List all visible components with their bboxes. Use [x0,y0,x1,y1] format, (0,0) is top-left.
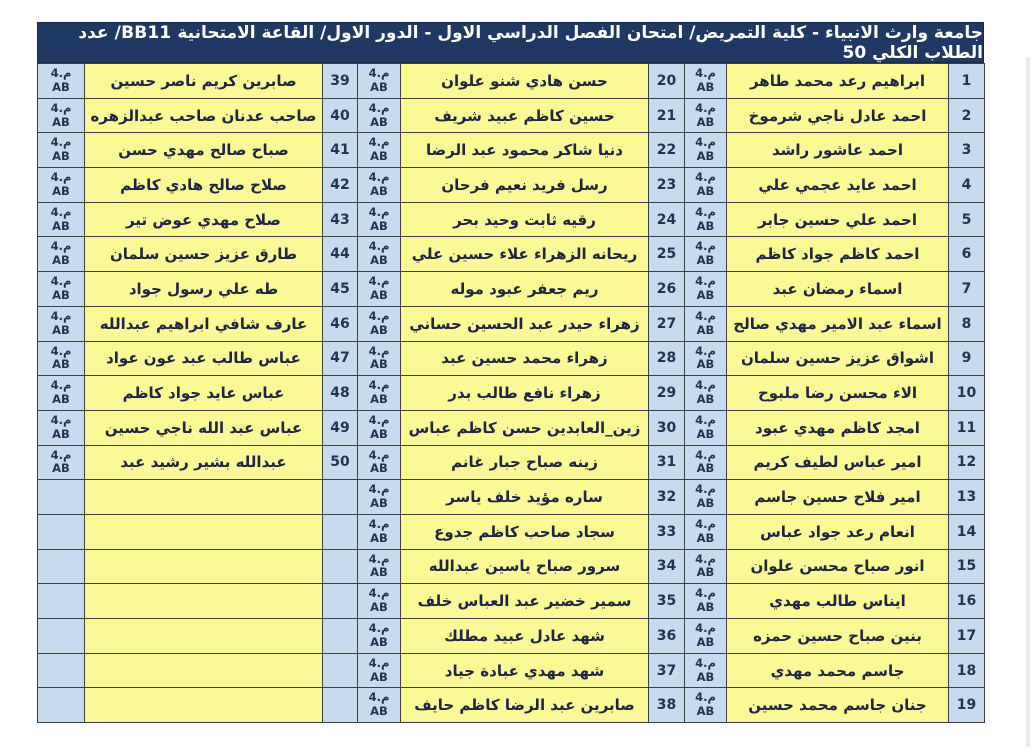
student-name-cell: طه علي رسول جواد [85,272,323,307]
roster-row [38,306,985,341]
seat-number-cell: 34 [649,549,685,584]
seat-number-cell: 23 [649,168,685,203]
stage-label: م.4 [368,239,390,254]
stage-label: م.4 [695,66,716,81]
ab-label: AB [52,79,70,94]
stage-marker-cell [358,272,401,307]
stage-marker-cell [38,619,85,654]
stage-label: م.4 [50,378,72,393]
stage-marker-cell [358,480,401,515]
roster-row [38,653,985,688]
roster-row [38,410,985,445]
seat-number-cell: 26 [649,272,685,307]
student-name-cell: احمد كاظم جواد كاظم [727,237,949,272]
student-name-cell: الاء محسن رضا ملبوح [727,376,949,411]
ab-label: AB [52,183,70,198]
stage-label: م.4 [50,308,72,323]
seat-number-cell: 24 [649,202,685,237]
stage-marker-cell [685,445,727,480]
ab-label: AB [370,565,388,580]
ab-label: AB [696,600,715,615]
ab-label: AB [52,149,70,164]
roster-row [38,480,985,515]
ab-label: AB [696,287,715,302]
ab-label: AB [696,704,715,719]
student-name-cell: دنيا شاكر محمود عبد الرضا [401,133,649,168]
stage-marker-cell [685,619,727,654]
stage-marker-cell [685,202,727,237]
ab-label: AB [696,461,715,476]
seat-number-cell: 6 [949,237,985,272]
stage-label: م.4 [695,621,716,636]
ab-label: AB [52,426,70,441]
stage-label: م.4 [368,378,390,393]
seat-number-cell: 50 [323,445,358,480]
ab-label: AB [52,287,70,302]
stage-label: م.4 [368,551,390,566]
seat-number-cell: 4 [949,168,985,203]
student-name-cell: امجد كاظم مهدي عبود [727,410,949,445]
ab-label: AB [370,392,388,407]
stage-marker-cell [358,584,401,619]
seat-number-cell: 15 [949,549,985,584]
student-name-cell: زينه صباح جبار غانم [401,445,649,480]
seat-number-cell: 28 [649,341,685,376]
seat-number-cell: 16 [949,584,985,619]
ab-label: AB [696,183,715,198]
stage-label: م.4 [695,516,716,531]
ab-label: AB [696,253,715,268]
seat-number-cell: 42 [323,168,358,203]
ab-label: AB [696,496,715,511]
stage-label: م.4 [695,308,716,323]
stage-label: م.4 [695,447,716,462]
student-name-cell: رسل فريد نعيم فرحان [401,168,649,203]
stage-marker-cell [38,64,85,99]
ab-label: AB [370,357,388,372]
ab-label: AB [52,218,70,233]
stage-marker-cell [38,376,85,411]
stage-label: م.4 [368,135,390,150]
seat-number-cell: 18 [949,653,985,688]
sheet-title-bar [37,22,984,63]
seat-number-cell [323,584,358,619]
stage-marker-cell [38,688,85,723]
seat-number-cell: 36 [649,619,685,654]
student-name-cell [85,653,323,688]
student-name-cell: رقيه ثابت وحيد بحر [401,202,649,237]
roster-row [38,619,985,654]
roster-row [38,341,985,376]
ab-label: AB [370,287,388,302]
student-name-cell: ابراهيم رعد محمد طاهر [727,64,949,99]
student-name-cell: طارق عزيز حسين سلمان [85,237,323,272]
stage-label: م.4 [50,274,72,289]
stage-marker-cell [358,237,401,272]
seat-number-cell: 8 [949,306,985,341]
seat-number-cell: 7 [949,272,985,307]
seat-number-cell: 12 [949,445,985,480]
stage-marker-cell [685,688,727,723]
seat-number-cell [323,619,358,654]
student-name-cell: احمد علي حسين جابر [727,202,949,237]
stage-marker-cell [685,237,727,272]
ab-label: AB [370,634,388,649]
seat-number-cell: 38 [649,688,685,723]
student-name-cell: جاسم محمد مهدي [727,653,949,688]
student-name-cell: سجاد صاحب كاظم جدوع [401,514,649,549]
ab-label: AB [696,392,715,407]
stage-label: م.4 [695,412,716,427]
page-edge-line [1026,57,1030,747]
ab-label: AB [52,114,70,129]
ab-label: AB [370,704,388,719]
ab-label: AB [370,496,388,511]
student-name-cell: شهد مهدي عبادة جياد [401,653,649,688]
stage-marker-cell [358,445,401,480]
roster-row [38,237,985,272]
student-name-cell [85,480,323,515]
stage-label: م.4 [50,239,72,254]
ab-label: AB [370,253,388,268]
student-name-cell: سمير خضير عبد العباس خلف [401,584,649,619]
seat-number-cell: 11 [949,410,985,445]
student-name-cell: انور صباح محسن علوان [727,549,949,584]
ab-label: AB [52,253,70,268]
student-name-cell: حسين كاظم عبيد شريف [401,98,649,133]
stage-label: م.4 [50,170,72,185]
ab-label: AB [370,322,388,337]
seat-number-cell: 44 [323,237,358,272]
stage-marker-cell [358,202,401,237]
stage-label: م.4 [50,204,72,219]
stage-marker-cell [685,133,727,168]
student-name-cell: بنين صباح حسين حمزه [727,619,949,654]
student-name-cell: امير عباس لطيف كريم [727,445,949,480]
ab-label: AB [370,183,388,198]
stage-marker-cell [38,341,85,376]
student-name-cell: احمد عايد عجمي علي [727,168,949,203]
student-name-cell: عبدالله بشير رشيد عبد [85,445,323,480]
stage-label: م.4 [695,378,716,393]
seat-number-cell: 1 [949,64,985,99]
student-name-cell: شهد عادل عبيد مطلك [401,619,649,654]
ab-label: AB [52,357,70,372]
stage-marker-cell [358,410,401,445]
seat-number-cell: 47 [323,341,358,376]
stage-marker-cell [685,64,727,99]
stage-label: م.4 [368,412,390,427]
seat-number-cell [323,514,358,549]
seat-number-cell: 3 [949,133,985,168]
student-name-cell: صلاح صالح هادي كاظم [85,168,323,203]
seat-number-cell [323,688,358,723]
student-name-cell: عباس طالب عبد عون عواد [85,341,323,376]
ab-label: AB [370,114,388,129]
stage-label: م.4 [695,482,716,497]
stage-marker-cell [38,272,85,307]
student-name-cell [85,688,323,723]
stage-marker-cell [38,237,85,272]
student-name-cell: صلاح مهدي عوض تير [85,202,323,237]
student-name-cell: اشواق عزيز حسين سلمان [727,341,949,376]
stage-label: م.4 [368,690,390,705]
stage-label: م.4 [368,482,390,497]
stage-label: م.4 [695,343,716,358]
stage-marker-cell [685,98,727,133]
sheet-title: جامعة وارث الانبياء - كلية التمريض/ امتحان الفصل الدراسي الاول - الدور الاول/ القاعة الامتحانية BB11/ عدد الطلاب الكلي 50 [78,22,983,63]
seat-number-cell: 35 [649,584,685,619]
stage-marker-cell [358,376,401,411]
seat-number-cell: 41 [323,133,358,168]
roster-row [38,688,985,723]
roster-row [38,168,985,203]
stage-marker-cell [685,480,727,515]
stage-label: م.4 [368,274,390,289]
stage-marker-cell [685,549,727,584]
ab-label: AB [52,461,70,476]
stage-marker-cell [358,98,401,133]
seat-number-cell: 31 [649,445,685,480]
student-name-cell: زهراء نافع طالب بدر [401,376,649,411]
stage-marker-cell [358,619,401,654]
stage-label: م.4 [695,239,716,254]
ab-label: AB [370,461,388,476]
ab-label: AB [370,530,388,545]
ab-label: AB [696,322,715,337]
seat-number-cell: 2 [949,98,985,133]
student-name-cell [85,514,323,549]
stage-marker-cell [38,133,85,168]
stage-marker-cell [38,653,85,688]
stage-marker-cell [38,514,85,549]
seat-number-cell: 30 [649,410,685,445]
student-name-cell: صباح صالح مهدي حسن [85,133,323,168]
student-name-cell: اسماء رمضان عبد [727,272,949,307]
seat-number-cell: 17 [949,619,985,654]
ab-label: AB [696,149,715,164]
seat-number-cell [323,653,358,688]
student-name-cell: صابرين كريم ناصر حسين [85,64,323,99]
seat-number-cell: 10 [949,376,985,411]
stage-label: م.4 [50,135,72,150]
stage-label: م.4 [695,135,716,150]
student-name-cell: احمد عاشور راشد [727,133,949,168]
student-name-cell: زهراء حيدر عبد الحسين حساني [401,306,649,341]
roster-row [38,584,985,619]
stage-marker-cell [685,168,727,203]
seat-number-cell: 45 [323,272,358,307]
stage-marker-cell [358,514,401,549]
student-name-cell: جنان جاسم محمد حسين [727,688,949,723]
stage-label: م.4 [695,551,716,566]
roster-row [38,445,985,480]
roster-row [38,514,985,549]
stage-label: م.4 [50,66,72,81]
ab-label: AB [370,426,388,441]
ab-label: AB [696,114,715,129]
seat-number-cell: 37 [649,653,685,688]
student-name-cell: ريم جعفر عبود موله [401,272,649,307]
stage-label: م.4 [368,343,390,358]
stage-marker-cell [685,514,727,549]
ab-label: AB [370,669,388,684]
stage-label: م.4 [368,100,390,115]
stage-marker-cell [358,549,401,584]
stage-label: م.4 [50,412,72,427]
student-name-cell: امير فلاح حسين جاسم [727,480,949,515]
seat-number-cell: 5 [949,202,985,237]
stage-label: م.4 [368,308,390,323]
stage-marker-cell [358,64,401,99]
ab-label: AB [696,79,715,94]
seat-number-cell: 40 [323,98,358,133]
stage-label: م.4 [50,343,72,358]
stage-label: م.4 [695,690,716,705]
seat-number-cell: 25 [649,237,685,272]
stage-marker-cell [358,688,401,723]
ab-label: AB [370,600,388,615]
student-name-cell: زهراء محمد حسين عبد [401,341,649,376]
ab-label: AB [370,149,388,164]
stage-label: م.4 [368,170,390,185]
student-name-cell [85,549,323,584]
stage-marker-cell [685,376,727,411]
stage-label: م.4 [695,655,716,670]
student-name-cell: عباس عبد الله ناجي حسين [85,410,323,445]
seat-number-cell: 9 [949,341,985,376]
student-name-cell: سرور صباح ياسين عبدالله [401,549,649,584]
stage-label: م.4 [368,516,390,531]
stage-label: م.4 [695,100,716,115]
stage-marker-cell [358,168,401,203]
seat-number-cell: 21 [649,98,685,133]
stage-marker-cell [38,445,85,480]
roster-row [38,272,985,307]
student-name-cell: انعام رعد جواد عباس [727,514,949,549]
stage-marker-cell [685,341,727,376]
seat-number-cell: 49 [323,410,358,445]
student-name-cell [85,584,323,619]
seat-number-cell: 48 [323,376,358,411]
roster-row [38,549,985,584]
seat-number-cell: 20 [649,64,685,99]
stage-marker-cell [685,272,727,307]
ab-label: AB [370,218,388,233]
stage-label: م.4 [695,274,716,289]
stage-marker-cell [358,653,401,688]
roster-row [38,98,985,133]
roster-table [37,63,985,723]
seat-number-cell [323,480,358,515]
stage-marker-cell [38,410,85,445]
seat-number-cell: 43 [323,202,358,237]
stage-marker-cell [358,133,401,168]
stage-label: م.4 [368,655,390,670]
stage-label: م.4 [368,66,390,81]
stage-label: م.4 [50,447,72,462]
ab-label: AB [696,357,715,372]
student-name-cell [85,619,323,654]
student-name-cell: احمد عادل ناجي شرموخ [727,98,949,133]
seat-number-cell: 32 [649,480,685,515]
stage-marker-cell [685,306,727,341]
ab-label: AB [696,218,715,233]
ab-label: AB [696,530,715,545]
stage-marker-cell [358,341,401,376]
stage-marker-cell [38,202,85,237]
stage-label: م.4 [695,170,716,185]
stage-label: م.4 [368,621,390,636]
student-name-cell: حسن هادي شنو علوان [401,64,649,99]
ab-label: AB [696,565,715,580]
student-name-cell: صابرين عبد الرضا كاظم حايف [401,688,649,723]
ab-label: AB [696,669,715,684]
seat-number-cell: 29 [649,376,685,411]
student-name-cell: عارف شافي ابراهيم عبدالله [85,306,323,341]
ab-label: AB [370,79,388,94]
seat-number-cell: 46 [323,306,358,341]
seat-number-cell: 27 [649,306,685,341]
seat-number-cell [323,549,358,584]
ab-label: AB [696,426,715,441]
student-name-cell: ايناس طالب مهدي [727,584,949,619]
student-name-cell: زين_العابدين حسن كاظم عباس [401,410,649,445]
student-name-cell: ريحانه الزهراء علاء حسين علي [401,237,649,272]
stage-label: م.4 [368,204,390,219]
seat-number-cell: 39 [323,64,358,99]
stage-label: م.4 [695,586,716,601]
seat-number-cell: 19 [949,688,985,723]
stage-marker-cell [38,98,85,133]
seat-number-cell: 33 [649,514,685,549]
stage-marker-cell [38,480,85,515]
seat-number-cell: 14 [949,514,985,549]
roster-row [38,64,985,99]
stage-label: م.4 [368,586,390,601]
stage-marker-cell [38,584,85,619]
ab-label: AB [52,322,70,337]
stage-marker-cell [38,549,85,584]
roster-row [38,376,985,411]
stage-marker-cell [358,306,401,341]
roster-row [38,202,985,237]
stage-label: م.4 [695,204,716,219]
student-name-cell: ساره مؤيد خلف ياسر [401,480,649,515]
roster-row [38,133,985,168]
seat-number-cell: 13 [949,480,985,515]
student-name-cell: صاحب عدنان صاحب عبدالزهره [85,98,323,133]
stage-label: م.4 [50,100,72,115]
stage-marker-cell [38,168,85,203]
stage-marker-cell [685,653,727,688]
stage-label: م.4 [368,447,390,462]
student-name-cell: عباس عايد جواد كاظم [85,376,323,411]
stage-marker-cell [685,410,727,445]
stage-marker-cell [685,584,727,619]
stage-marker-cell [38,306,85,341]
student-name-cell: اسماء عبد الامير مهدي صالح [727,306,949,341]
ab-label: AB [696,634,715,649]
seat-number-cell: 22 [649,133,685,168]
ab-label: AB [52,392,70,407]
